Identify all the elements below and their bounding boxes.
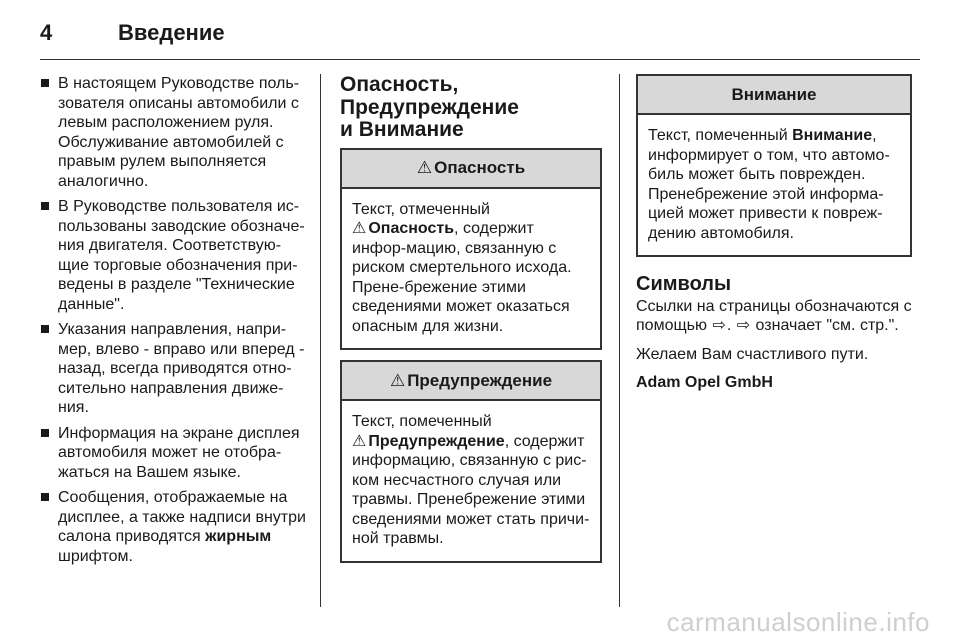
list-item-text: Информация на экране дисплея автомобиля может не отобра-жаться на Вашем языке. bbox=[58, 424, 300, 481]
warning-triangle-icon: ⚠ bbox=[416, 158, 433, 178]
wish-paragraph: Желаем Вам счастливого пути. bbox=[636, 345, 869, 363]
square-bullet-icon bbox=[41, 202, 49, 210]
notice-box bbox=[636, 74, 912, 257]
list-item bbox=[40, 320, 308, 418]
list-item bbox=[40, 197, 308, 314]
symbols-text: Ссылки на страницы обозначаются с помощью bbox=[636, 297, 912, 334]
warning-box bbox=[340, 360, 602, 563]
danger-box-title: Опасность bbox=[434, 158, 526, 178]
column-left bbox=[40, 74, 308, 572]
list-item-text: Указания направления, напри-мер, влево - вправо или вперед - назад, всегда приводятся отно-сительно направления движе-ния. bbox=[58, 321, 305, 416]
list-item-text: Сообщения, отображаемые на дисплее, а также надписи внутри салона приводятся bbox=[58, 489, 306, 545]
page-reference-arrow-icon: ⇨ bbox=[712, 317, 726, 334]
header-divider bbox=[40, 59, 920, 60]
warning-triangle-icon: ⚠ bbox=[352, 220, 367, 237]
list-item bbox=[40, 488, 308, 566]
warning-box-text: , содержит информацию, связанную с рис-ком несчастного случая или травмы. Пренебрежение этими сведениями может стать причи-ной травмы. bbox=[352, 432, 590, 547]
bold-term: жирным bbox=[205, 528, 272, 545]
section-title bbox=[340, 74, 602, 142]
symbols-text: . bbox=[726, 317, 736, 334]
column-divider-1 bbox=[320, 74, 321, 607]
notice-box-intro: Текст, помеченный bbox=[648, 127, 793, 144]
square-bullet-icon bbox=[41, 325, 49, 333]
square-bullet-icon bbox=[41, 493, 49, 501]
danger-box-term: Опасность bbox=[368, 220, 455, 237]
warning-box-header bbox=[342, 362, 600, 401]
list-item-text: В Руководстве пользователя ис-пользованы заводские обозначе-ния двигателя. Соответствую-щие торговые обозначения при-ведены в разделе "Технические данные". bbox=[58, 198, 305, 313]
symbols-paragraph bbox=[636, 297, 912, 336]
symbols-text: означает "см. стр.". bbox=[751, 317, 899, 334]
section-title-line: Опасность, bbox=[340, 73, 459, 96]
list-item bbox=[40, 424, 308, 483]
list-item-text: В настоящем Руководстве поль-зователя описаны автомобили с левым расположением руля. Обслуживание автомобилей с правым рулем выполняется аналогично. bbox=[58, 75, 300, 190]
list-item bbox=[40, 74, 308, 191]
notice-box-title: Внимание bbox=[731, 84, 817, 104]
section-title-line: и Внимание bbox=[340, 118, 464, 141]
square-bullet-icon bbox=[41, 79, 49, 87]
danger-box-body bbox=[342, 189, 600, 349]
notice-box-header bbox=[638, 76, 910, 115]
column-right bbox=[636, 74, 912, 393]
warning-triangle-icon: ⚠ bbox=[389, 370, 406, 390]
watermark: carmanualsonline.info bbox=[666, 607, 930, 637]
danger-box-text: , содержит инфор-мацию, связанную с риском смертельного исхода. Прене-брежение этими сведениями может оказаться опасным для жизни. bbox=[352, 220, 572, 335]
chapter-title: Введение bbox=[118, 20, 225, 45]
list-item-text-tail: шрифтом. bbox=[58, 547, 133, 565]
warning-box-title: Предупреждение bbox=[407, 370, 553, 390]
column-middle bbox=[340, 74, 602, 573]
warning-box-body bbox=[342, 401, 600, 561]
page-reference-arrow-icon: ⇨ bbox=[736, 317, 751, 334]
danger-box bbox=[340, 148, 602, 351]
notice-box-body bbox=[638, 115, 910, 255]
company-name: Adam Opel GmbH bbox=[636, 374, 773, 391]
page-number: 4 bbox=[40, 20, 53, 45]
warning-triangle-icon: ⚠ bbox=[352, 432, 367, 450]
notice-box-text: , информирует о том, что автомо-биль может быть поврежден. Пренебрежение этой информа-цией может привести к повреж-дению автомобиля. bbox=[648, 127, 890, 242]
section-title-line: Предупреждение bbox=[340, 95, 519, 119]
square-bullet-icon bbox=[41, 429, 49, 437]
notice-box-term: Внимание bbox=[792, 127, 873, 144]
page-header bbox=[40, 16, 225, 50]
warning-box-term: Предупреждение bbox=[368, 432, 505, 450]
danger-box-header bbox=[342, 150, 600, 189]
column-divider-2 bbox=[619, 74, 620, 607]
warning-box-intro: Текст, помеченный bbox=[352, 413, 492, 430]
danger-box-intro: Текст, отмеченный bbox=[352, 200, 490, 218]
bullet-list bbox=[40, 74, 308, 566]
symbols-heading: Символы bbox=[636, 273, 732, 295]
